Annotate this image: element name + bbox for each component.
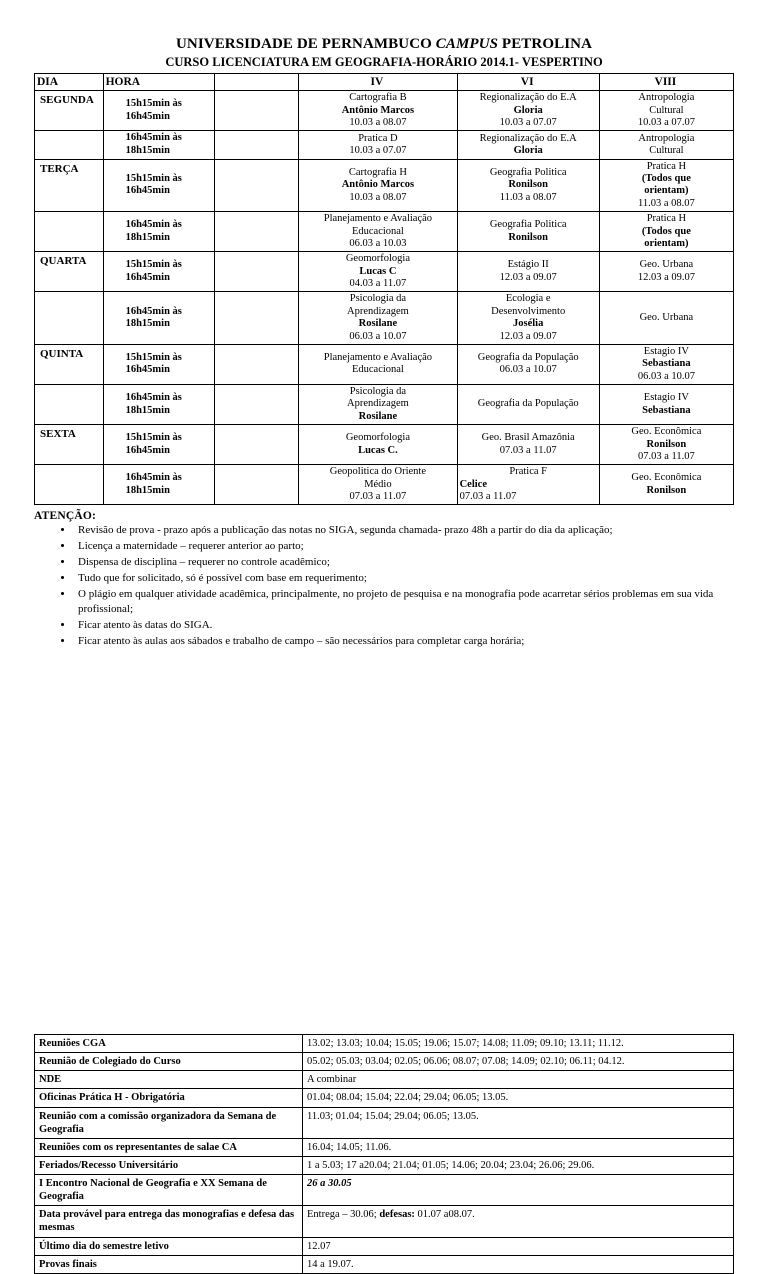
schedule-day-cell: QUINTA [35, 344, 104, 384]
schedule-cell-iv: Geopolitica do Oriente Médio 07.03 a 11.07 [299, 465, 457, 505]
dates-row-value: 01.04; 08.04; 15.04; 22.04; 29.04; 06.05; 13.05. [303, 1089, 734, 1107]
schedule-cell-vi: Geo. Brasil Amazônia 07.03 a 11.07 [457, 425, 599, 465]
table-row [35, 1053, 734, 1071]
schedule-cell-iv: Psicologia da Aprendizagem Rosilane 06.03 a 10.07 [299, 292, 457, 345]
dates-table [34, 1034, 734, 1274]
schedule-empty-cell [214, 385, 299, 425]
schedule-table [34, 73, 734, 505]
schedule-cell-iv: Psicologia da Aprendizagem Rosilane [299, 385, 457, 425]
table-row [35, 1255, 734, 1273]
table-row [35, 91, 734, 131]
list-item: • Ficar atento às datas do SIGA. [74, 618, 734, 633]
dates-section [0, 1034, 768, 1274]
schedule-cell-viii: Antropologia Cultural [599, 131, 733, 159]
table-row [35, 1156, 734, 1174]
list-item: • Dispensa de disciplina – requerer no controle acadêmico; [74, 555, 734, 570]
attention-title: ATENÇÃO: [34, 510, 97, 523]
dates-row-label: Oficinas Prática H - Obrigatória [35, 1089, 303, 1107]
schedule-empty-cell [214, 252, 299, 292]
schedule-hour-cell: 15h15min às 16h45min [103, 159, 214, 212]
schedule-hour-cell: 16h45min às 18h15min [103, 212, 214, 252]
table-row [35, 344, 734, 384]
column-header-vi: VI [457, 74, 599, 91]
schedule-empty-cell [214, 425, 299, 465]
schedule-cell-vi: Estágio II 12.03 a 09.07 [457, 252, 599, 292]
schedule-body [35, 91, 734, 505]
list-item: • Ficar atento às aulas aos sábados e trabalho de campo – são necessários para completar carga horária; [74, 634, 734, 649]
schedule-empty-cell [214, 91, 299, 131]
schedule-cell-viii: Antropologia Cultural 10.03 a 07.07 [599, 91, 733, 131]
schedule-header-row [35, 74, 734, 91]
column-header-viii: VIII [599, 74, 733, 91]
dates-table-body [35, 1035, 734, 1274]
schedule-cell-iv: Planejamento e Avaliação Educacional 06.03 a 10.03 [299, 212, 457, 252]
page-subtitle: CURSO LICENCIATURA EM GEOGRAFIA-HORÁRIO 2014.1- VESPERTINO [165, 54, 603, 69]
schedule-cell-viii: Pratica H (Todos que orientam) 11.03 a 08.07 [599, 159, 733, 212]
table-row [35, 1035, 734, 1053]
schedule-cell-iv: Geomorfologia Lucas C 04.03 a 11.07 [299, 252, 457, 292]
schedule-cell-iv: Geomorfologia Lucas C. [299, 425, 457, 465]
schedule-cell-viii: Estagio IV Sebastiana [599, 385, 733, 425]
schedule-cell-viii: Geo. Urbana [599, 292, 733, 345]
schedule-hour-cell: 15h15min às 16h45min [103, 91, 214, 131]
table-row [35, 252, 734, 292]
list-item: • Revisão de prova - prazo após a publicação das notas no SIGA, segunda chamada- prazo 48h a partir do dia da aplicação; [74, 523, 734, 538]
schedule-hour-cell: 15h15min às 16h45min [103, 344, 214, 384]
schedule-cell-vi: Geografia Politica Ronilson [457, 212, 599, 252]
dates-row-label: Data provável para entrega das monografias e defesa das mesmas [35, 1206, 303, 1237]
schedule-empty-cell [214, 131, 299, 159]
schedule-day-cell [35, 385, 104, 425]
schedule-hour-cell: 15h15min às 16h45min [103, 425, 214, 465]
dates-row-label: Feriados/Recesso Universitário [35, 1156, 303, 1174]
dates-row-value: 12.07 [303, 1237, 734, 1255]
table-row [35, 212, 734, 252]
dates-row-label: Reuniões com os representantes de salae CA [35, 1138, 303, 1156]
schedule-day-cell [35, 465, 104, 505]
schedule-day-cell [35, 131, 104, 159]
dates-row-label: Reunião de Colegiado do Curso [35, 1053, 303, 1071]
schedule-empty-cell [214, 465, 299, 505]
table-row [35, 131, 734, 159]
schedule-cell-iv: Cartografia H Antônio Marcos 10.03 a 08.07 [299, 159, 457, 212]
dates-row-value: 14 a 19.07. [303, 1255, 734, 1273]
table-row [35, 1107, 734, 1138]
schedule-cell-vi: Regionalização do E.A Gloria 10.03 a 07.07 [457, 91, 599, 131]
schedule-day-cell [35, 292, 104, 345]
schedule-hour-cell: 16h45min às 18h15min [103, 465, 214, 505]
dates-row-label: Reunião com a comissão organizadora da Semana de Geografia [35, 1107, 303, 1138]
schedule-cell-vi: Pratica F Celice 07.03 a 11.07 [457, 465, 599, 505]
dates-row-value: Entrega – 30.06; defesas: 01.07 a08.07. [303, 1206, 734, 1237]
schedule-hour-cell: 16h45min às 18h15min [103, 385, 214, 425]
table-row [35, 1071, 734, 1089]
table-row [35, 1089, 734, 1107]
schedule-hour-cell: 16h45min às 18h15min [103, 131, 214, 159]
schedule-hour-cell: 16h45min às 18h15min [103, 292, 214, 345]
column-header-iv: IV [299, 74, 457, 91]
schedule-cell-vi: Regionalização do E.A Gloria [457, 131, 599, 159]
schedule-cell-iv: Cartografia B Antônio Marcos 10.03 a 08.07 [299, 91, 457, 131]
schedule-day-cell: SEXTA [35, 425, 104, 465]
schedule-empty-cell [214, 344, 299, 384]
table-row [35, 1138, 734, 1156]
dates-row-value: 26 a 30.05 [303, 1175, 734, 1206]
schedule-day-cell: SEGUNDA [35, 91, 104, 131]
column-header-dia: DIA [35, 74, 104, 91]
table-row [35, 1237, 734, 1255]
dates-row-value: 1 a 5.03; 17 a20.04; 21.04; 01.05; 14.06; 20.04; 23.04; 26.06; 29.06. [303, 1156, 734, 1174]
title-pre: UNIVERSIDADE DE PERNAMBUCO [175, 36, 436, 52]
schedule-empty-cell [214, 159, 299, 212]
column-header-blank [214, 74, 299, 91]
dates-row-value: 16.04; 14.05; 11.06. [303, 1138, 734, 1156]
table-row [35, 385, 734, 425]
schedule-empty-cell [214, 292, 299, 345]
table-row [35, 292, 734, 345]
schedule-cell-viii: Estagio IV Sebastiana 06.03 a 10.07 [599, 344, 733, 384]
schedule-day-cell: TERÇA [35, 159, 104, 212]
table-row [35, 1175, 734, 1206]
dates-row-value: 05.02; 05.03; 03.04; 02.05; 06.06; 08.07; 07.08; 14.09; 02.10; 06.11; 04.12. [303, 1053, 734, 1071]
table-row [35, 1206, 734, 1237]
dates-row-label: NDE [35, 1071, 303, 1089]
table-row [35, 465, 734, 505]
table-row [35, 425, 734, 465]
column-header-hora: HORA [103, 74, 214, 91]
title-post: PETROLINA [498, 36, 593, 52]
page-title [34, 36, 734, 54]
table-row [35, 159, 734, 212]
schedule-cell-iv: Planejamento e Avaliação Educacional [299, 344, 457, 384]
dates-row-label: Provas finais [35, 1255, 303, 1273]
dates-row-value: 11.03; 01.04; 15.04; 29.04; 06.05; 13.05. [303, 1107, 734, 1138]
attention-list [52, 523, 734, 648]
schedule-cell-vi: Geografia Politica Ronilson 11.03 a 08.07 [457, 159, 599, 212]
schedule-cell-vi: Ecologia e Desenvolvimento Josélia 12.03 a 09.07 [457, 292, 599, 345]
dates-row-value: 13.02; 13.03; 10.04; 15.05; 19.06; 15.07; 14.08; 11.09; 09.10; 13.11; 11.12. [303, 1035, 734, 1053]
schedule-empty-cell [214, 212, 299, 252]
dates-row-label: Último dia do semestre letivo [35, 1237, 303, 1255]
schedule-hour-cell: 15h15min às 16h45min [103, 252, 214, 292]
list-item: • O plágio em qualquer atividade acadêmica, principalmente, no projeto de pesquisa e na monografia pode acarretar sérios problemas em sua vida profissional; [74, 587, 734, 616]
dates-row-label: I Encontro Nacional de Geografia e XX Semana de Geografia [35, 1175, 303, 1206]
schedule-cell-viii: Geo. Urbana 12.03 a 09.07 [599, 252, 733, 292]
title-campus: CAMPUS [435, 36, 499, 52]
dates-row-value: A combinar [303, 1071, 734, 1089]
schedule-cell-viii: Geo. Econômica Ronilson [599, 465, 733, 505]
dates-row-label: Reuniões CGA [35, 1035, 303, 1053]
schedule-day-cell [35, 212, 104, 252]
schedule-cell-vi: Geografia da População [457, 385, 599, 425]
schedule-cell-iv: Pratica D 10.03 a 07.07 [299, 131, 457, 159]
list-item: • Licença a maternidade – requerer anterior ao parto; [74, 539, 734, 554]
list-item: • Tudo que for solicitado, só é possível com base em requerimento; [74, 571, 734, 586]
schedule-cell-vi: Geografia da População 06.03 a 10.07 [457, 344, 599, 384]
schedule-cell-viii: Pratica H (Todos que orientam) [599, 212, 733, 252]
schedule-day-cell: QUARTA [35, 252, 104, 292]
schedule-cell-viii: Geo. Econômica Ronilson 07.03 a 11.07 [599, 425, 733, 465]
